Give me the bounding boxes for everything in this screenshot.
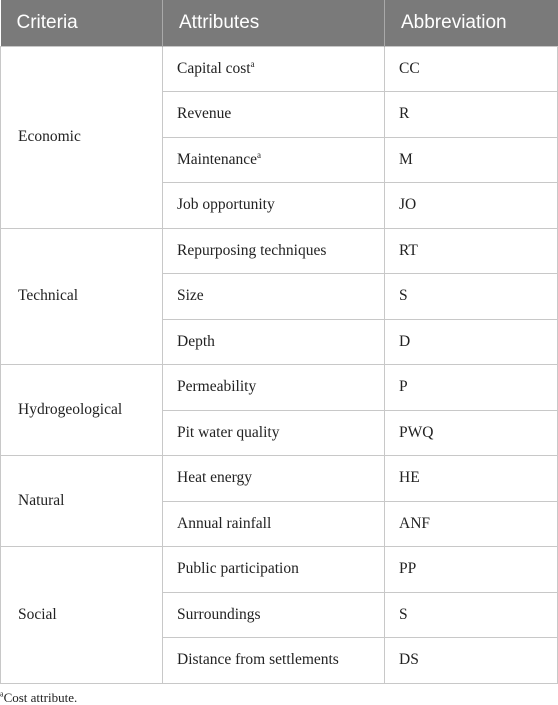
abbreviation-cell: DS [385, 638, 558, 684]
attribute-cell [163, 46, 385, 92]
attribute-cell [163, 592, 385, 638]
attribute-cell [163, 547, 385, 593]
attribute-cell [163, 501, 385, 547]
abbreviation-cell: HE [385, 456, 558, 502]
attribute-label: Permeability [177, 378, 257, 396]
attribute-label: Size [177, 287, 204, 305]
abbreviation-cell: PP [385, 547, 558, 593]
cost-attribute-marker: a [257, 149, 262, 160]
abbreviation-cell: M [385, 137, 558, 183]
table-row [1, 46, 558, 92]
abbreviation-cell: S [385, 592, 558, 638]
header-abbreviation: Abbreviation [385, 0, 558, 46]
abbreviation-cell: P [385, 365, 558, 411]
attribute-cell [163, 319, 385, 365]
attribute-label: Maintenance [177, 150, 258, 168]
abbreviation-cell: PWQ [385, 410, 558, 456]
abbreviation-cell: CC [385, 46, 558, 92]
criteria-cell: Social [1, 547, 163, 684]
attribute-label: Surroundings [177, 605, 261, 623]
footnote-text: Cost attribute. [3, 690, 78, 705]
footnote-marker: a [0, 689, 4, 699]
attribute-label: Public participation [177, 560, 299, 578]
abbreviation-cell: R [385, 92, 558, 138]
table-row [1, 547, 558, 593]
header-attributes: Attributes [163, 0, 385, 46]
attribute-cell [163, 274, 385, 320]
attribute-label: Distance from settlements [177, 651, 339, 669]
attribute-label: Revenue [177, 105, 232, 123]
attribute-label: Annual rainfall [177, 514, 272, 532]
attribute-cell [163, 365, 385, 411]
attribute-label: Pit water quality [177, 423, 280, 441]
table-header-row [1, 0, 558, 46]
attribute-cell [163, 228, 385, 274]
abbreviation-cell: RT [385, 228, 558, 274]
criteria-cell: Economic [1, 46, 163, 228]
attribute-label: Job opportunity [177, 196, 275, 214]
attribute-label: Depth [177, 332, 215, 350]
header-criteria: Criteria [1, 0, 163, 46]
table-row [1, 365, 558, 411]
attribute-cell [163, 410, 385, 456]
attribute-cell [163, 183, 385, 229]
cost-attribute-marker: a [250, 58, 255, 69]
attribute-label: Repurposing techniques [177, 241, 327, 259]
attribute-label: Heat energy [177, 469, 253, 487]
footnote [0, 691, 77, 704]
abbreviation-cell: S [385, 274, 558, 320]
attribute-cell [163, 456, 385, 502]
criteria-cell: Technical [1, 228, 163, 365]
abbreviation-cell: JO [385, 183, 558, 229]
attribute-cell [163, 92, 385, 138]
attribute-cell [163, 638, 385, 684]
table-body [1, 46, 558, 683]
criteria-cell: Natural [1, 456, 163, 547]
attribute-label: Capital cost [177, 59, 251, 77]
criteria-cell: Hydrogeological [1, 365, 163, 456]
attribute-cell [163, 137, 385, 183]
abbreviation-cell: D [385, 319, 558, 365]
abbreviation-cell: ANF [385, 501, 558, 547]
table-row [1, 456, 558, 502]
table-row [1, 228, 558, 274]
